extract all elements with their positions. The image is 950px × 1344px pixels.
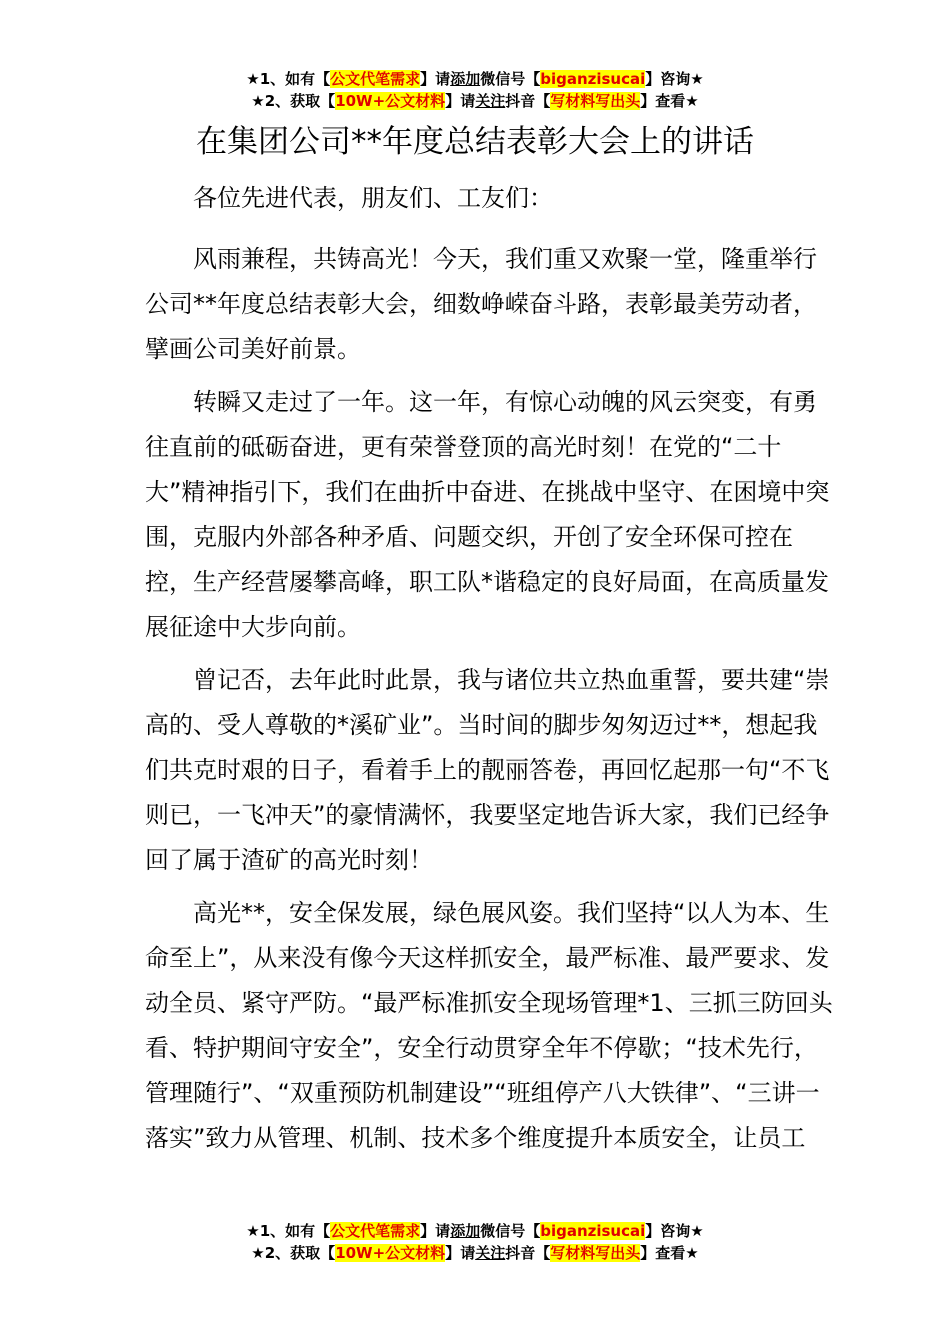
greeting-paragraph: 各位先进代表，朋友们、工友们： — [193, 184, 553, 212]
body-paragraph: 高光**，安全保发展，绿色展风姿。我们坚持“以人为本、生命至上”，从来没有像今天这样抓安全，最严标准、最严要求、发动全员、紧守严防。“最严标准抓安全现场管理*1、三抓三防回头看、特护期间守安全”，安全行动贯穿全年不停歇；“技术先行，管理随行”、“双重预防机制建设”“班组停产八大铁律”、“三讲一落实”致力从管理、机制、技术多个维度提升本质安全，让员工 — [145, 899, 833, 1152]
promo-text: ★2、获取【 — [251, 1244, 336, 1262]
promo-highlight: biganzisucai — [540, 1222, 646, 1240]
body-paragraph: 风雨兼程，共铸高光！今天，我们重又欢聚一堂，隆重举行公司**年度总结表彰大会，细数峥嵘奋斗路，表彰最美劳动者，擘画公司美好前景。 — [145, 245, 817, 363]
promo-text: 微信号【 — [480, 70, 541, 88]
promo-text: 】咨询★ — [645, 1222, 704, 1240]
page-title: 在集团公司**年度总结表彰大会上的讲话 — [196, 124, 754, 160]
promo-text: 抖音【 — [505, 92, 551, 110]
promo-text: 微信号【 — [480, 1222, 541, 1240]
footer-promo-banner — [0, 1220, 950, 1264]
promo-highlight: biganzisucai — [540, 70, 646, 88]
promo-highlight: 公文代笔需求 — [330, 70, 421, 88]
promo-text: 】咨询★ — [645, 70, 704, 88]
promo-text: 】查看★ — [640, 1244, 699, 1262]
promo-line-1 — [0, 68, 950, 90]
promo-underline: 添加 — [450, 1222, 481, 1240]
body-paragraph: 转瞬又走过了一年。这一年，有惊心动魄的风云突变，有勇往直前的砥砺奋进，更有荣誉登顶的高光时刻！在党的“二十大”精神指引下，我们在曲折中奋进、在挑战中坚守、在困境中突围，克服内外部各种矛盾、问题交织，开创了安全环保可控在控，生产经营屡攀高峰，职工队*谐稳定的良好局面，在高质量发展征途中大步向前。 — [145, 388, 830, 641]
promo-line-2 — [0, 90, 950, 112]
body-paragraph: 曾记否，去年此时此景，我与诸位共立热血重誓，要共建“崇高的、受人尊敬的*溪矿业”。当时间的脚步匆匆迈过**，想起我们共克时艰的日子，看着手上的靓丽答卷，再回忆起那一句“不飞则已，一飞冲天”的豪情满怀，我要坚定地告诉大家，我们已经争回了属于渣矿的高光时刻！ — [145, 666, 830, 874]
promo-text: 】请 — [445, 1244, 476, 1262]
promo-underline: 关注 — [475, 92, 506, 110]
promo-text: 】查看★ — [640, 92, 699, 110]
promo-text: 抖音【 — [505, 1244, 551, 1262]
promo-text: ★1、如有【 — [246, 70, 331, 88]
promo-line-2 — [0, 1242, 950, 1264]
promo-text: 】请 — [420, 1222, 451, 1240]
promo-line-1 — [0, 1220, 950, 1242]
promo-highlight: 10W+公文材料 — [335, 92, 446, 110]
promo-highlight: 公文代笔需求 — [330, 1222, 421, 1240]
promo-underline: 关注 — [475, 1244, 506, 1262]
promo-text: ★1、如有【 — [246, 1222, 331, 1240]
promo-highlight: 10W+公文材料 — [335, 1244, 446, 1262]
promo-highlight: 写材料写出头 — [550, 92, 641, 110]
promo-text: 】请 — [420, 70, 451, 88]
header-promo-banner — [0, 68, 950, 112]
promo-text: 】请 — [445, 92, 476, 110]
speech-body — [145, 176, 835, 1169]
promo-highlight: 写材料写出头 — [550, 1244, 641, 1262]
promo-underline: 添加 — [450, 70, 481, 88]
promo-text: ★2、获取【 — [251, 92, 336, 110]
